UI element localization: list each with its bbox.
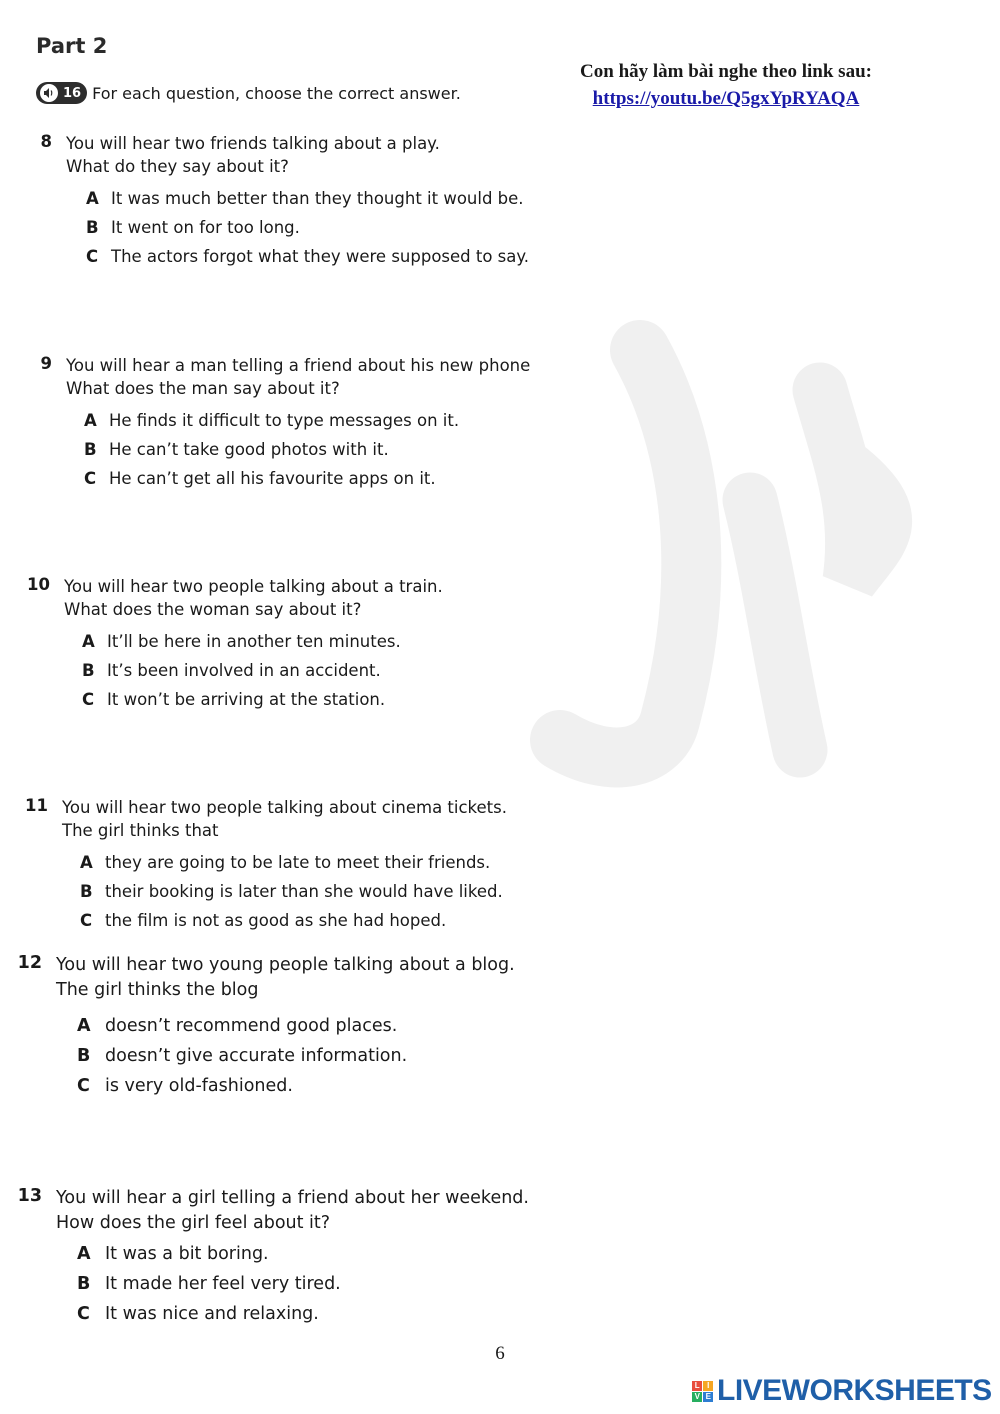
watermark-graphic: [520, 320, 920, 800]
question-number: 13: [17, 1186, 42, 1206]
answer-option-a[interactable]: A It was a bit boring.: [77, 1244, 269, 1264]
answer-option-b[interactable]: B their booking is later than she would have liked.: [80, 882, 503, 901]
question-11: [16, 796, 507, 935]
answer-option-b[interactable]: B It’s been involved in an accident.: [82, 661, 381, 680]
answer-option-c[interactable]: C is very old-fashioned.: [77, 1076, 293, 1096]
question-line: What do they say about it?: [66, 157, 289, 176]
question-9: [20, 354, 530, 493]
answer-option-a[interactable]: A they are going to be late to meet their friends.: [80, 853, 491, 872]
answer-option-b[interactable]: B doesn’t give accurate information.: [77, 1046, 408, 1066]
question-line: You will hear two young people talking about a blog.: [56, 955, 515, 975]
question-number: 12: [17, 953, 42, 973]
question-12: [10, 953, 515, 1101]
answer-option-c[interactable]: C the film is not as good as she had hoped.: [80, 911, 447, 930]
answer-option-c[interactable]: C The actors forgot what they were supposed to say.: [86, 247, 530, 266]
question-line: You will hear two people talking about a train.: [64, 577, 443, 596]
instruction-row: [36, 82, 461, 104]
answer-option-c[interactable]: C It won’t be arriving at the station.: [82, 690, 386, 709]
question-number: 10: [27, 575, 50, 594]
liveworksheets-brand[interactable]: [692, 1374, 992, 1408]
question-line: You will hear two friends talking about a play.: [66, 134, 440, 153]
question-line: You will hear two people talking about cinema tickets.: [62, 798, 507, 817]
answer-option-b[interactable]: B It made her feel very tired.: [77, 1274, 341, 1294]
question-line: The girl thinks the blog: [56, 980, 259, 1000]
answer-option-a[interactable]: A doesn’t recommend good places.: [77, 1016, 398, 1036]
question-number: 9: [40, 354, 52, 373]
youtube-link[interactable]: https://youtu.be/Q5gxYpRYAQA: [592, 88, 860, 109]
question-line: What does the man say about it?: [66, 379, 340, 398]
answer-option-b[interactable]: B It went on for too long.: [86, 218, 300, 237]
question-line: You will hear a girl telling a friend about her weekend.: [56, 1188, 529, 1208]
question-number: 11: [25, 796, 48, 815]
audio-track-badge[interactable]: [36, 82, 87, 104]
liveworksheets-logo-icon: L I V E: [692, 1381, 713, 1402]
question-8: [20, 132, 529, 271]
answer-option-c[interactable]: C He can’t get all his favourite apps on it.: [84, 469, 436, 488]
brand-name: LIVEWORKSHEETS: [717, 1374, 992, 1407]
answer-option-c[interactable]: C It was nice and relaxing.: [77, 1304, 319, 1324]
answer-option-a[interactable]: A He finds it difficult to type messages on it.: [84, 411, 460, 430]
question-line: How does the girl feel about it?: [56, 1213, 331, 1233]
audio-track-number: 16: [63, 85, 82, 101]
note-text: Con hãy làm bài nghe theo link sau:: [580, 61, 872, 82]
answer-option-b[interactable]: B He can’t take good photos with it.: [84, 440, 389, 459]
listening-note: [540, 58, 912, 112]
question-line: The girl thinks that: [62, 821, 219, 840]
part-title: Part 2: [36, 34, 108, 58]
page-number: 6: [495, 1343, 505, 1364]
question-line: You will hear a man telling a friend about his new phone: [66, 356, 531, 375]
speaker-icon: [40, 84, 58, 102]
answer-option-a[interactable]: A It was much better than they thought it would be.: [86, 189, 524, 208]
question-13: [10, 1186, 529, 1329]
question-10: [18, 575, 443, 714]
question-number: 8: [40, 132, 52, 151]
answer-option-a[interactable]: A It’ll be here in another ten minutes.: [82, 632, 401, 651]
instruction-text: For each question, choose the correct answer.: [92, 83, 461, 103]
question-line: What does the woman say about it?: [64, 600, 362, 619]
